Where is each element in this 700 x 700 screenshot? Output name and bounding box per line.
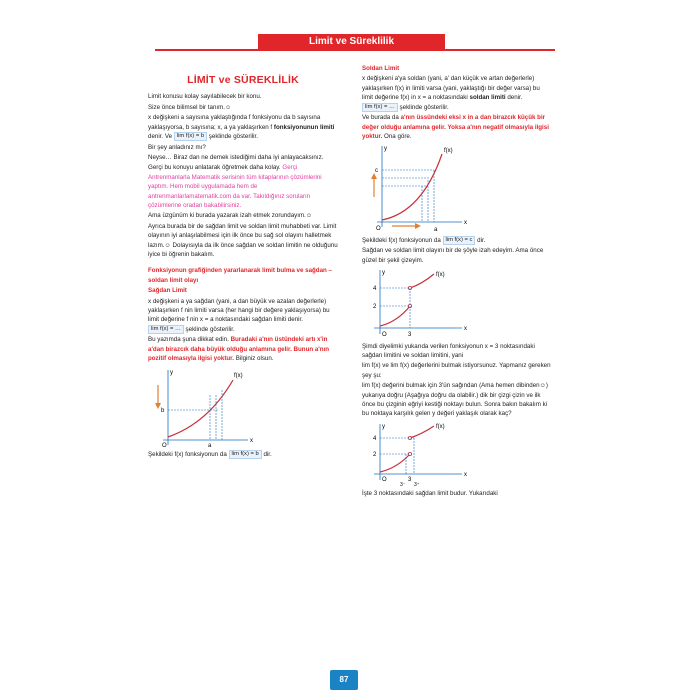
value-label-c: c [375,168,378,175]
paragraph: Ama üzgünüm ki burada yazarak izah etmek zorundayım.☺ [148,212,313,220]
left-column [148,64,338,461]
tick-label-3: 3 [408,332,412,339]
axis-label-x: x [464,471,467,478]
axis-label-x: x [250,437,253,444]
header-rule [155,49,555,51]
text: dir. [477,236,486,244]
curve-label: f(x) [436,423,445,430]
curve-label: f(x) [436,272,445,279]
text: Ve burada da [362,114,399,122]
limit-formula: lim f(x) = … [148,325,184,334]
axis-label-y: y [382,423,385,430]
axis-label-x: x [464,220,467,227]
text: şeklinde gösterilir. [399,103,449,111]
paragraph [362,113,552,141]
right-column [362,64,552,500]
tick-label-2: 2 [373,304,377,311]
value-label-b: b [161,407,165,414]
paragraph [148,335,338,363]
paragraph: Size önce bilimsel bir tanım.☺ [148,103,232,111]
origin-label: O [162,442,167,447]
text: Bu yazımda şuna dikkat edin. [148,336,229,344]
text: Şekildeki f(x) fonksiyonun da [362,236,441,244]
piecewise-graph [362,266,472,338]
tick-label-3-plus: 3⁺ [414,481,420,486]
right-limit-graph [148,365,258,447]
axis-label-y: y [382,270,385,277]
value-label-a: a [434,227,438,233]
left-limit-graph [362,142,472,232]
tick-label-3-minus: 3⁻ [400,481,406,486]
page-title: LİMİT ve SÜREKLİLİK [187,74,299,86]
paragraph: Şimdi diyelimki yukarıda verilen fonksiyonun x = 3 noktasındaki sağdan limitini ve soldan limitini, yani [362,342,535,359]
text: x değişkeni a sayısına yaklaştığında f fonksiyonu da b sayısına yaklaşıyorsa, b sayısına; x, a ya yaklaşırken f [148,114,321,131]
tick-label-3: 3 [408,476,412,483]
axis-label-x: x [464,326,467,333]
tick-label-2: 2 [373,451,377,458]
text: şeklinde gösterilir. [185,326,235,334]
origin-label: O [382,332,387,339]
text: şeklinde gösterilir. [208,133,258,141]
section-heading: Sağdan Limit [148,287,187,295]
paragraph: İşte 3 noktasındaki sağdan limit budur. Yukarıdaki [362,490,498,498]
limit-formula: lim f(x) = b [174,132,207,141]
paragraph [362,74,552,112]
tick-label-4: 4 [373,435,377,442]
bold-term: soldan limiti [469,94,506,102]
limit-formula: lim f(x) = b [229,450,262,459]
text: x değişkeni a ya sağdan (yani, a dan büyük ve azalan değerlerle) yaklaşırken f nin limiti varsa (her hangi bir değere yaklaşıyorsa) bu limit değerine f nin x = a noktasındaki sağdan limiti denir. [148,297,330,324]
paragraph: lim f(x) ve lim f(x) değerlerini bulmak istiyorsunuz. Yapmanız gereken şey şu: [362,362,551,379]
origin-label: O [382,476,387,483]
value-label-a: a [208,442,212,447]
axis-label-y: y [170,369,173,376]
bold-term: fonksiyonunun limiti [273,123,335,131]
axis-label-y: y [384,146,387,153]
text: Gerçi bu konuyu anlatarak öğretmek daha kolay. [148,164,281,172]
paragraph: Bir şey anladınız mı? [148,143,206,151]
paragraph: Ayrıca burada bir de sağdan limit ve soldan limit muhabbeti var. Limit olayının iyi anlaşılabilmesi için ilk önce bu sağ sol olayını halletmek lazım.☺ Dolayısıyla da ilk önce sağdan ve soldan limitin ne olduğunu iyice bi öğrenin bakalım. [148,222,338,259]
paragraph: Sağdan ve soldan limit olayını bir de şöyle izah edeyim. Ama önce güzel bir şekil çizeyim. [362,247,544,264]
text: dir. [263,451,272,459]
paragraph: Limit konusu kolay sayılabilecek bir konu. [148,93,262,101]
curve-label: f(x) [444,148,453,155]
curve-label: f(x) [234,372,243,379]
chapter-header: Limit ve Süreklilik [258,34,445,50]
text: denir. Ve [148,133,173,141]
piecewise-graph-detail [362,420,472,486]
text: denir. [507,94,523,102]
text: Bilginiz olsun. [235,355,274,363]
limit-formula: lim f(x) = … [362,103,398,112]
page-number: 87 [330,670,358,690]
highlight: Buradaki a'nın üstündeki artı x'in a'dan birazcık daha büyük olduğu anlamına gelir. Bunun a'nın pozitif olmasıyla ilgisi yoktur. [148,336,330,363]
paragraph: lim f(x) değerini bulmak için 3'ün sağından (Ama hemen dibinden☺) yukarıya doğru (Aşağıya doğru da olabilir.) dik bir çizgi çizin ve ilk önce bu çizginin eğriyi kestiği noktayı bulun. Sonra bakın bakalım ki bu noktaya karşılık gelen y değeri yaklaşık olarak kaç? [362,382,548,418]
caption [148,450,338,460]
paragraph [148,163,338,210]
section-heading: Fonksiyonun grafiğinden yararlanarak limit bulma ve sağdan – soldan limit olayı [148,267,332,284]
promo-link[interactable]: Gerçi Antrenmanlarla Matematik serisinin tüm kitaplarının çözümlerini yaptım. Hem mobil uygulamada hem de antrenmanlarlamatematik.com da var. Takıldığınız soruların çözümlerine oradan bakabilirsiniz. [148,164,322,210]
paragraph: Neyse… Biraz dan ne demek istediğimi daha iyi anlayacaksınız. [148,153,324,161]
text: Şekildeki f(x) fonksiyonun da [148,451,227,459]
tick-label-4: 4 [373,286,377,293]
paragraph [148,113,338,141]
text: Ona göre. [384,132,412,140]
paragraph [148,297,338,335]
caption [362,236,552,246]
highlight: a'nın üssündeki eksi x in a dan birazcık küçük bir değer olduğu anlamına gelir. Yoksa a'nın negatif olmasıyla ilgisi yoktur. [362,114,549,140]
limit-formula: lim f(x) = c [443,236,476,245]
origin-label: O [376,226,381,233]
section-heading: Soldan Limit [362,65,400,72]
text: x değişkeni a'ya soldan (yani, a' dan küçük ve artan değerlerle) yaklaşırken f(x) in limiti varsa (yani, yaklaştığı bir değer varsa) bu limit değerine f(x) in x = a noktasındaki [362,75,540,102]
